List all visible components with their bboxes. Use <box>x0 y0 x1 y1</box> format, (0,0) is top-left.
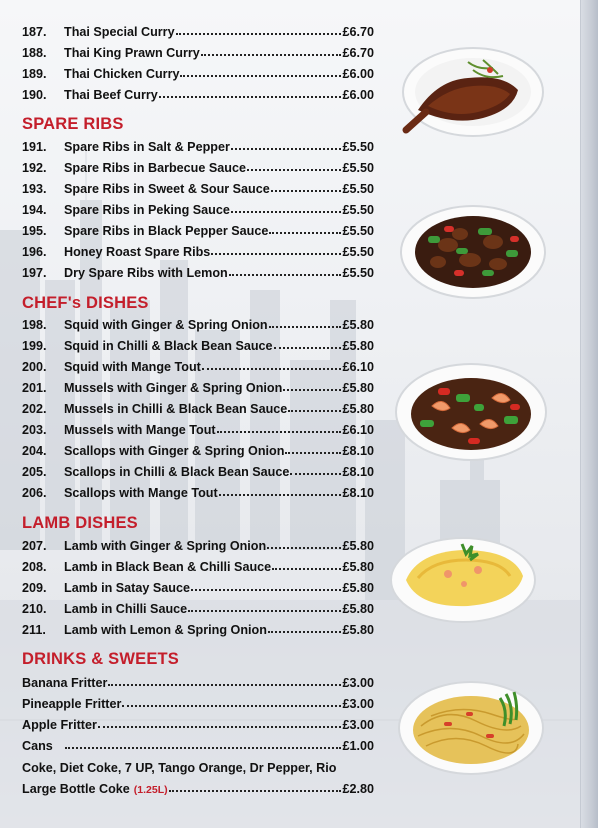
item-number: 205. <box>22 465 47 479</box>
item-number: 187. <box>22 25 47 39</box>
leader-dots <box>159 89 342 98</box>
item-name: Spare Ribs in Sweet & Sour Sauce <box>64 182 270 196</box>
item-number: 211. <box>22 623 46 637</box>
item-price: £6.10 <box>342 360 374 374</box>
leader-dots <box>290 466 341 475</box>
item-name: Pineapple Fritter <box>22 697 122 711</box>
cans-flavours-list: Coke, Diet Coke, 7 UP, Tango Orange, Dr Pepper, Rio <box>22 761 337 775</box>
item-price: £6.00 <box>342 67 374 81</box>
menu-item-202 <box>22 402 374 420</box>
leader-dots <box>247 162 342 171</box>
menu-item-apple-fritter <box>22 718 374 736</box>
item-price: £1.00 <box>342 739 374 753</box>
menu-item-201 <box>22 381 374 399</box>
item-number: 197. <box>22 266 47 280</box>
leader-dots <box>274 340 342 349</box>
leader-dots <box>191 582 341 591</box>
leader-dots <box>231 204 342 213</box>
item-number: 195. <box>22 224 47 238</box>
item-name: Mussels in Chilli & Black Bean Sauce <box>64 402 288 416</box>
menu-item-204 <box>22 444 374 462</box>
menu-item-188 <box>22 46 374 64</box>
section-heading-lamb-dishes: LAMB DISHES <box>22 514 138 532</box>
leader-dots <box>271 183 342 192</box>
item-name: Banana Fritter <box>22 676 108 690</box>
menu-item-209 <box>22 581 374 599</box>
item-price: £5.50 <box>342 203 374 217</box>
item-name: Lamb in Black Bean & Chilli Sauce <box>64 560 272 574</box>
leader-dots <box>122 698 341 707</box>
item-price: £5.80 <box>342 339 374 353</box>
item-number: 201. <box>22 381 47 395</box>
leader-dots <box>268 624 342 633</box>
item-name: Lamb in Chilli Sauce <box>64 602 188 616</box>
item-price: £5.80 <box>342 560 374 574</box>
item-number: 188. <box>22 46 47 60</box>
item-price: £5.80 <box>342 623 374 637</box>
leader-dots <box>269 225 341 234</box>
menu-item-189 <box>22 67 374 85</box>
menu-item-cans <box>22 739 374 757</box>
item-price: £5.80 <box>342 318 374 332</box>
leader-dots <box>202 361 342 370</box>
menu-item-194 <box>22 203 374 221</box>
item-name: Mussels with Ginger & Spring Onion <box>64 381 283 395</box>
menu-item-192 <box>22 161 374 179</box>
item-price: £5.50 <box>342 245 374 259</box>
item-number: 206. <box>22 486 47 500</box>
item-name: Mussels with Mange Tout <box>64 423 216 437</box>
item-name: Large Bottle Coke <box>22 782 130 796</box>
item-name: Thai Chicken Curry <box>64 67 180 81</box>
item-price: £5.80 <box>342 602 374 616</box>
item-price: £6.10 <box>342 423 374 437</box>
leader-dots <box>211 246 341 255</box>
item-name: Dry Spare Ribs with Lemon <box>64 266 228 280</box>
section-heading-spare-ribs: SPARE RIBS <box>22 115 124 133</box>
leader-dots <box>176 26 342 35</box>
menu-item-206 <box>22 486 374 504</box>
item-name: Spare Ribs in Barbecue Sauce <box>64 161 246 175</box>
leader-dots <box>65 740 342 749</box>
menu-item-193 <box>22 182 374 200</box>
spare-ribs-dish-image <box>398 200 548 300</box>
item-name: Spare Ribs in Black Pepper Sauce <box>64 224 269 238</box>
item-price: £8.10 <box>342 486 374 500</box>
menu-item-pineapple-fritter <box>22 697 374 715</box>
item-size: (1.25L) <box>133 784 168 796</box>
item-number: 200. <box>22 360 47 374</box>
item-name: Lamb in Satay Sauce <box>64 581 190 595</box>
leader-dots <box>180 68 341 77</box>
item-number: 207. <box>22 539 47 553</box>
item-number: 210. <box>22 602 47 616</box>
menu-item-200 <box>22 360 374 378</box>
item-number: 189. <box>22 67 47 81</box>
item-price: £3.00 <box>342 697 374 711</box>
item-price: £5.80 <box>342 381 374 395</box>
item-number: 191. <box>22 140 47 154</box>
omelette-dish-image <box>388 530 538 625</box>
menu-item-198 <box>22 318 374 336</box>
item-price: £5.80 <box>342 581 374 595</box>
item-number: 190. <box>22 88 47 102</box>
leader-dots <box>269 319 342 328</box>
leader-dots <box>98 719 342 728</box>
item-number: 196. <box>22 245 47 259</box>
leader-dots <box>217 424 342 433</box>
leader-dots <box>231 141 342 150</box>
item-price: £3.00 <box>342 718 374 732</box>
menu-item-195 <box>22 224 374 242</box>
item-price: £8.10 <box>342 465 374 479</box>
item-name: Apple Fritter <box>22 718 97 732</box>
section-heading-drinks-sweets: DRINKS & SWEETS <box>22 650 180 668</box>
item-number: 204. <box>22 444 47 458</box>
item-number: 194. <box>22 203 47 217</box>
menu-item-211 <box>22 623 374 641</box>
item-name: Cans <box>22 739 53 753</box>
leader-dots <box>285 445 341 454</box>
item-price: £5.50 <box>342 161 374 175</box>
item-number: 208. <box>22 560 47 574</box>
leader-dots <box>188 603 341 612</box>
leader-dots <box>272 561 341 570</box>
item-name: Scallops with Mange Tout <box>64 486 218 500</box>
item-number: 199. <box>22 339 47 353</box>
menu-item-197 <box>22 266 374 284</box>
item-number: 193. <box>22 182 47 196</box>
item-price: £8.10 <box>342 444 374 458</box>
item-number: 202. <box>22 402 47 416</box>
item-name: Scallops with Ginger & Spring Onion <box>64 444 285 458</box>
leader-dots <box>108 677 341 686</box>
menu-item-199 <box>22 339 374 357</box>
item-name: Spare Ribs in Peking Sauce <box>64 203 230 217</box>
leader-dots <box>229 267 342 276</box>
item-name: Squid with Mange Tout <box>64 360 201 374</box>
item-name: Lamb with Lemon & Spring Onion <box>64 623 267 637</box>
item-price: £6.70 <box>342 46 374 60</box>
leader-dots <box>219 487 342 496</box>
item-name: Lamb with Ginger & Spring Onion <box>64 539 267 553</box>
menu-item-205 <box>22 465 374 483</box>
menu-item-203 <box>22 423 374 441</box>
item-price: £5.80 <box>342 402 374 416</box>
leader-dots <box>288 403 341 412</box>
item-name: Thai King Prawn Curry <box>64 46 200 60</box>
item-price: £6.70 <box>342 25 374 39</box>
menu-item-210 <box>22 602 374 620</box>
leader-dots <box>267 540 341 549</box>
item-price: £5.50 <box>342 182 374 196</box>
menu-item-banana-fritter <box>22 676 374 694</box>
item-number: 203. <box>22 423 47 437</box>
item-price: £3.00 <box>342 676 374 690</box>
item-number: 192. <box>22 161 47 175</box>
leader-dots <box>283 382 341 391</box>
item-name: Honey Roast Spare Ribs <box>64 245 211 259</box>
section-heading-chefs-dishes: CHEF's DISHES <box>22 294 149 312</box>
item-price: £5.50 <box>342 224 374 238</box>
menu-item-207 <box>22 539 374 557</box>
singapore-noodles-dish-image <box>396 676 546 776</box>
item-name: Squid with Ginger & Spring Onion <box>64 318 268 332</box>
menu-item-208 <box>22 560 374 578</box>
menu-item-190 <box>22 88 374 106</box>
menu-item-187 <box>22 25 374 43</box>
leader-dots <box>201 47 342 56</box>
seafood-stir-fry-dish-image <box>392 358 550 464</box>
item-name: Scallops in Chilli & Black Bean Sauce <box>64 465 290 479</box>
menu-item-191 <box>22 140 374 158</box>
item-name: Thai Beef Curry <box>64 88 158 102</box>
item-number: 209. <box>22 581 47 595</box>
roast-duck-dish-image <box>398 40 548 140</box>
item-number: 198. <box>22 318 47 332</box>
item-price: £5.50 <box>342 266 374 280</box>
item-price: £6.00 <box>342 88 374 102</box>
item-name: Spare Ribs in Salt & Pepper <box>64 140 230 154</box>
menu-item-large-bottle-coke <box>22 782 374 800</box>
leader-dots <box>169 783 342 792</box>
menu-item-196 <box>22 245 374 263</box>
item-name: Squid in Chilli & Black Bean Sauce <box>64 339 273 353</box>
item-price: £5.50 <box>342 140 374 154</box>
item-name: Thai Special Curry <box>64 25 175 39</box>
item-price: £5.80 <box>342 539 374 553</box>
item-price: £2.80 <box>342 782 374 796</box>
